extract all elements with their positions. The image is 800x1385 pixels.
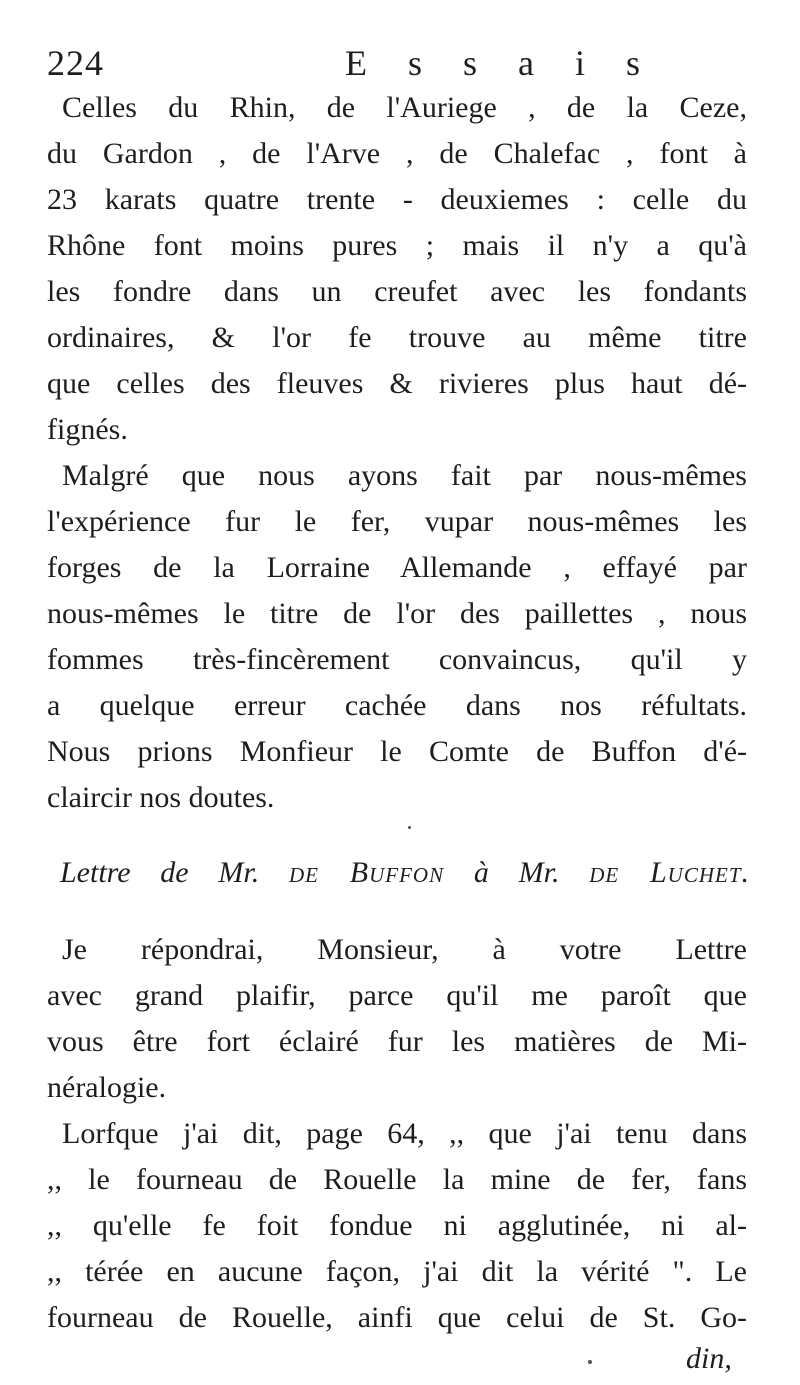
text-line: Rhône font moins pures ; mais il n'y a qu'à bbox=[47, 229, 747, 262]
print-speck bbox=[408, 826, 411, 829]
text-line: que celles des fleuves & rivieres plus haut dé- bbox=[47, 367, 747, 400]
running-head bbox=[47, 40, 747, 90]
text-line: Celles du Rhin, de l'Auriege , de la Ceze, bbox=[62, 91, 747, 124]
text-line: Nous prions Monfieur le Comte de Buffon d'é- bbox=[47, 735, 747, 768]
text-line: ordinaires, & l'or fe trouve au même titre bbox=[47, 321, 747, 354]
heading-part-1: Lettre de Mr. bbox=[60, 856, 260, 889]
text-line: fommes très-fincèrement convaincus, qu'il y bbox=[47, 643, 747, 676]
text-line: du Gardon , de l'Arve , de Chalefac , font à bbox=[47, 137, 747, 170]
text-line: fourneau de Rouelle, ainfi que celui de St. Go- bbox=[47, 1301, 747, 1334]
text-line: ,, le fourneau de Rouelle la mine de fer, fans bbox=[47, 1163, 747, 1196]
text-line: l'expérience fur le fer, vupar nous-mêmes les bbox=[47, 505, 747, 538]
heading-part-4: de Luchet. bbox=[589, 856, 751, 889]
catchword: din, bbox=[686, 1342, 732, 1375]
heading-part-3: à Mr. bbox=[473, 856, 560, 889]
text-line: néralogie. bbox=[47, 1071, 167, 1104]
text-line: vous être fort éclairé fur les matières de Mi- bbox=[47, 1025, 747, 1058]
text-line: fignés. bbox=[47, 413, 128, 446]
text-line: les fondre dans un creufet avec les fondants bbox=[47, 275, 747, 308]
text-line: avec grand plaifir, parce qu'il me paroît que bbox=[47, 979, 747, 1012]
print-speck bbox=[588, 1360, 592, 1364]
running-title: E s s a i s bbox=[345, 43, 656, 83]
text-line: Je répondrai, Monsieur, à votre Lettre bbox=[62, 933, 747, 966]
text-line: a quelque erreur cachée dans nos réfultats. bbox=[47, 689, 747, 722]
text-line: claircir nos doutes. bbox=[47, 781, 275, 814]
text-line: forges de la Lorraine Allemande , effayé par bbox=[47, 551, 747, 584]
text-line: Malgré que nous ayons fait par nous-mêmes bbox=[62, 459, 747, 492]
letter-heading bbox=[60, 855, 750, 891]
heading-part-2: de Buffon bbox=[289, 856, 445, 889]
text-line: Lorfque j'ai dit, page 64, ,, que j'ai tenu dans bbox=[62, 1117, 747, 1150]
page-number: 224 bbox=[47, 43, 104, 83]
text-line: nous-mêmes le titre de l'or des paillettes , nous bbox=[47, 597, 747, 630]
text-line: ,, qu'elle fe foit fondue ni agglutinée, ni al- bbox=[47, 1209, 747, 1242]
text-line: 23 karats quatre trente - deuxiemes : celle du bbox=[47, 183, 747, 216]
text-line: ,, térée en aucune façon, j'ai dit la vérité ". Le bbox=[47, 1255, 747, 1288]
